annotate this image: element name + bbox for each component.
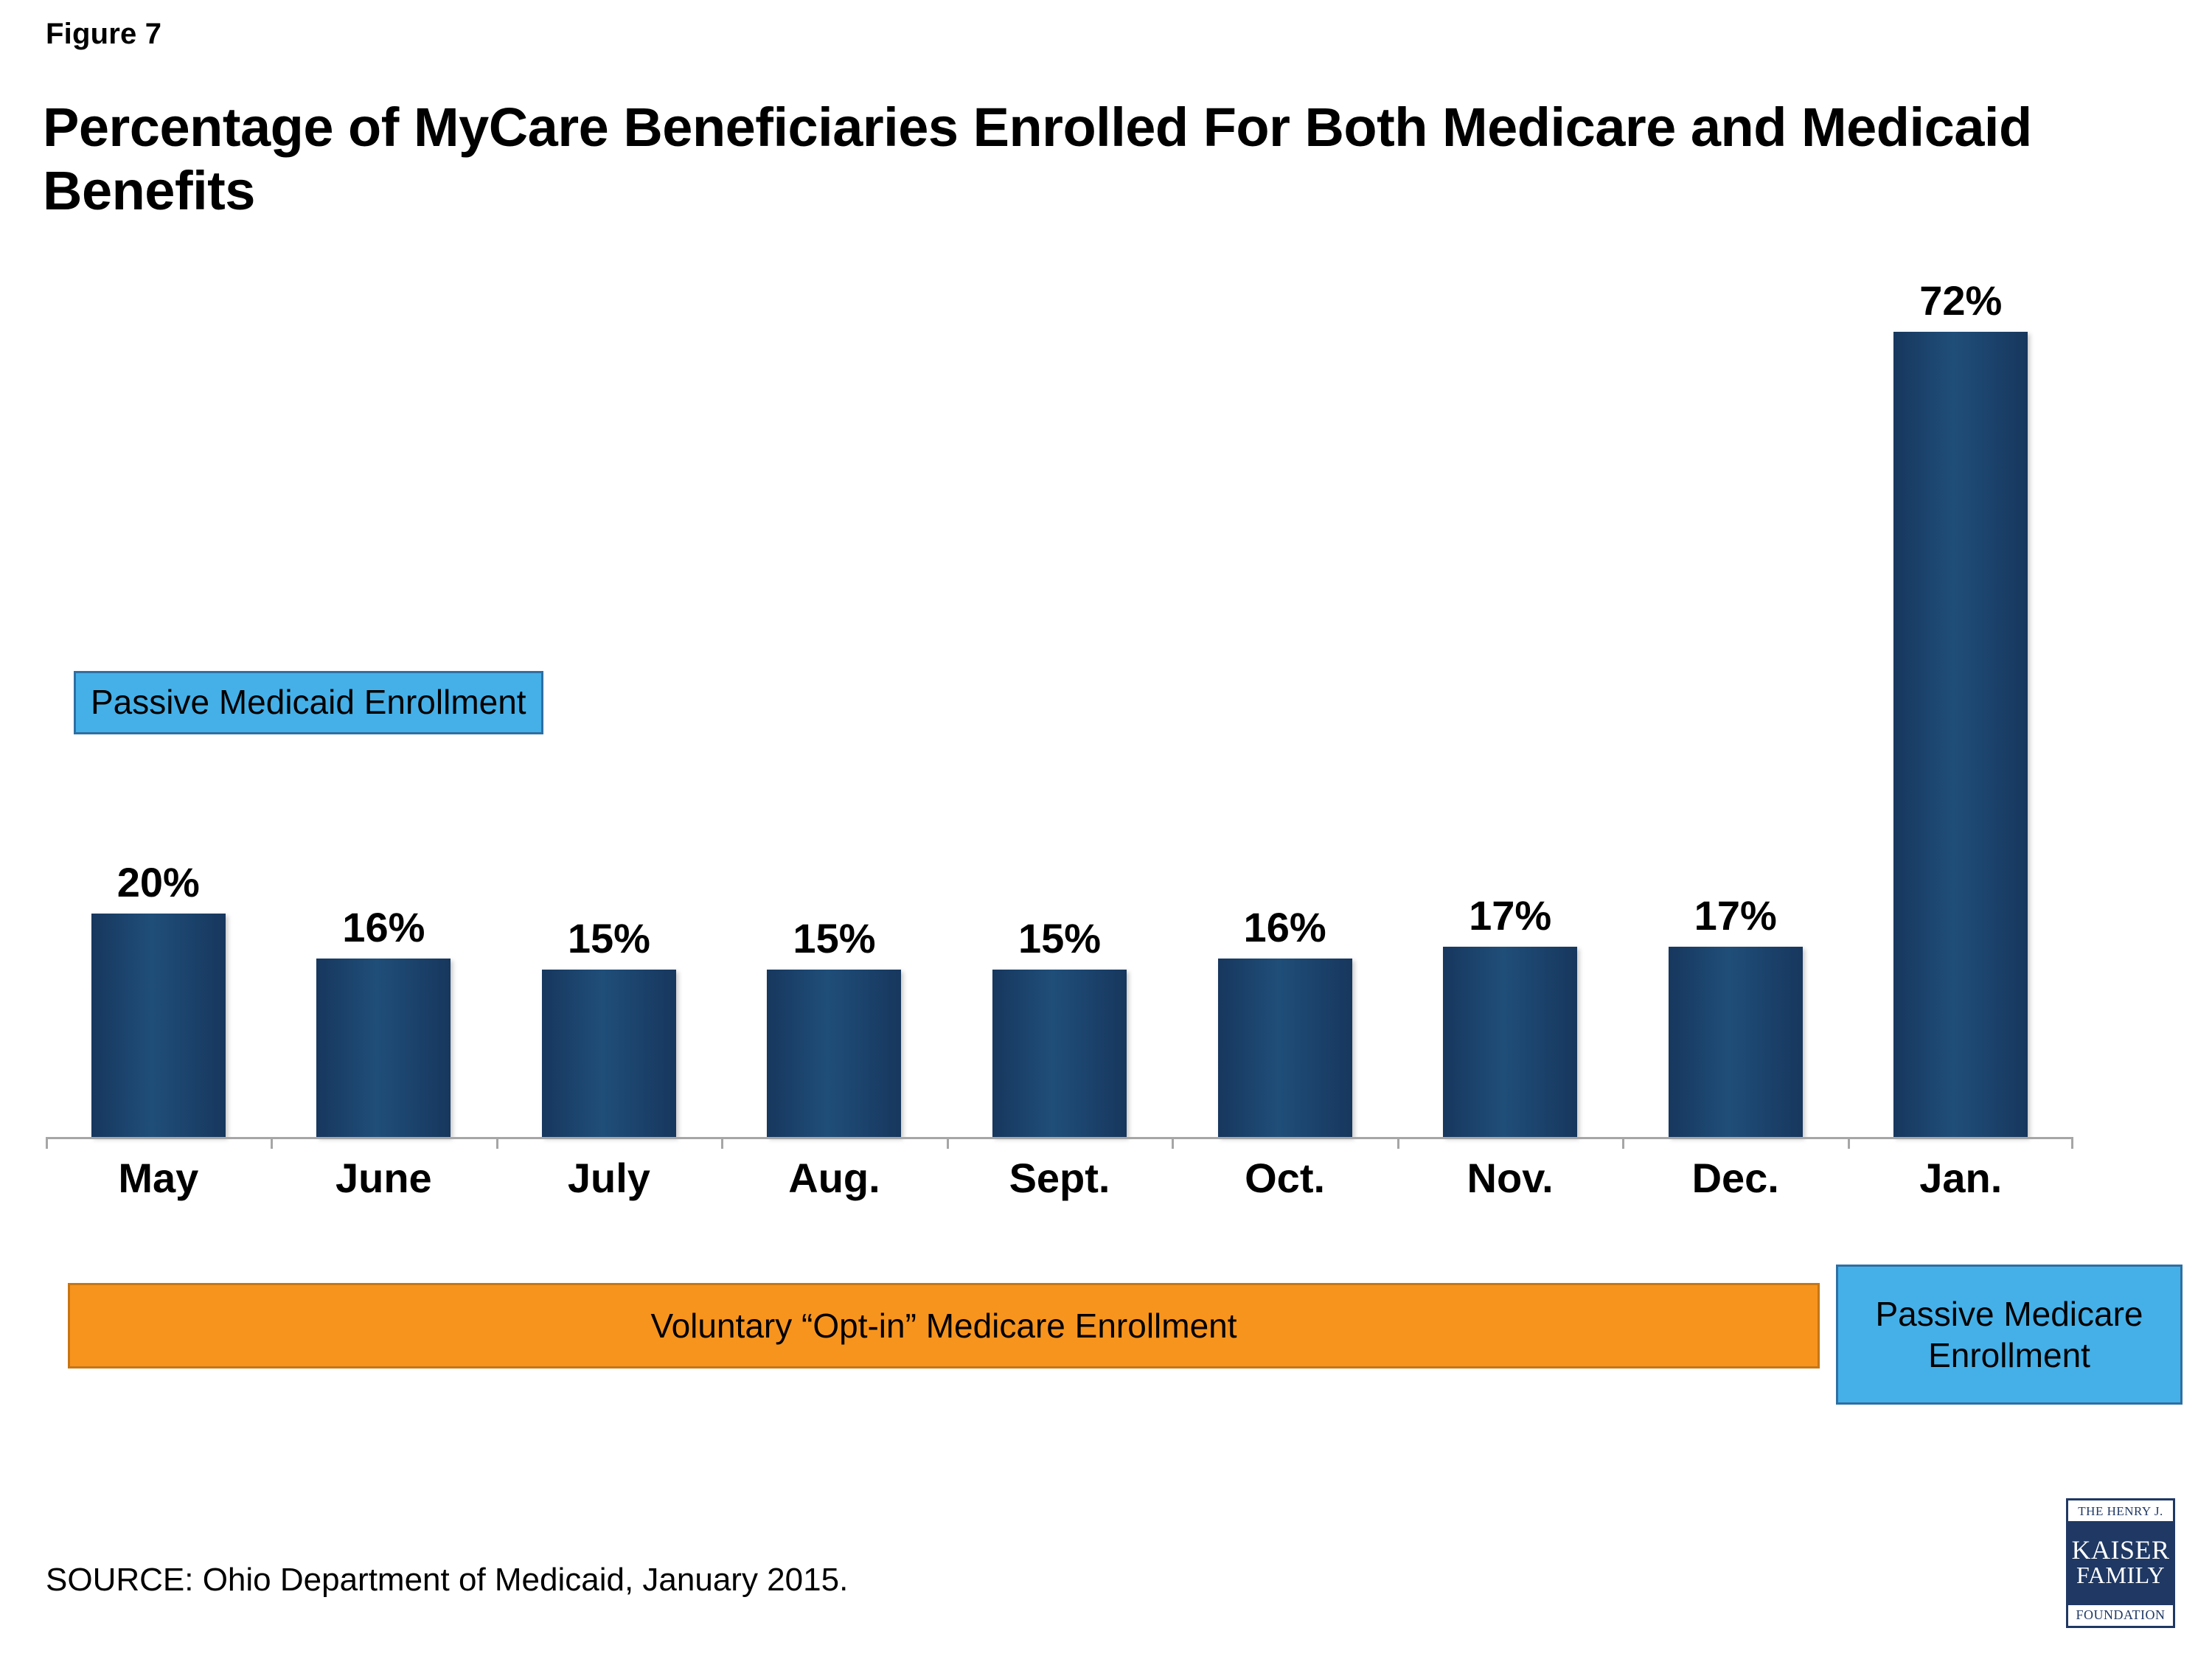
bar[interactable] [992, 970, 1127, 1137]
legend-passive-medicaid: Passive Medicaid Enrollment [74, 671, 543, 734]
x-axis-tick-label: Nov. [1467, 1155, 1554, 1201]
bar-value-label: 16% [342, 904, 425, 950]
x-axis-tick-label: July [567, 1155, 650, 1201]
bar[interactable] [1893, 332, 2028, 1137]
axis-tick [2071, 1139, 2073, 1149]
axis-tick [496, 1139, 498, 1149]
bar[interactable] [316, 959, 451, 1137]
axis-tick [1172, 1139, 1174, 1149]
logo-line-top: THE HENRY J. [2068, 1500, 2173, 1523]
x-axis-labels [46, 1154, 2073, 1202]
axis-tick [947, 1139, 949, 1149]
axis-tick [271, 1139, 273, 1149]
bar-group [1848, 243, 2074, 1137]
bar-value-label: 16% [1243, 904, 1326, 950]
bar[interactable] [542, 970, 676, 1137]
axis-tick [721, 1139, 723, 1149]
x-axis-tick-label: Aug. [788, 1155, 880, 1201]
source-note: SOURCE: Ohio Department of Medicaid, January 2015. [46, 1562, 849, 1598]
bar-value-label: 72% [1919, 277, 2003, 324]
bar[interactable] [1218, 959, 1352, 1137]
axis-tick [1397, 1139, 1399, 1149]
x-axis-tick-label: Dec. [1691, 1155, 1779, 1201]
figure-label: Figure 7 [46, 18, 162, 50]
x-axis-line [46, 1137, 2073, 1139]
kaiser-family-foundation-logo [2066, 1498, 2175, 1628]
axis-tick [1848, 1139, 1850, 1149]
bar-value-label: 17% [1469, 892, 1552, 939]
band-voluntary-optin-medicare: Voluntary “Opt-in” Medicare Enrollment [68, 1283, 1820, 1368]
bar[interactable] [1669, 947, 1803, 1137]
x-axis-tick-label: Jan. [1919, 1155, 2003, 1201]
axis-tick [1622, 1139, 1624, 1149]
bar-value-label: 17% [1694, 892, 1777, 939]
bar-group [1397, 243, 1623, 1137]
bar-value-label: 20% [116, 859, 200, 905]
logo-middle [2068, 1523, 2173, 1604]
chart-title: Percentage of MyCare Beneficiaries Enrolled For Both Medicare and Medicaid Benefits [43, 97, 2032, 221]
x-axis-tick-label: May [118, 1155, 199, 1201]
bar-value-label: 15% [567, 915, 650, 961]
bar-value-label: 15% [793, 915, 876, 961]
logo-line-family: FAMILY [2076, 1562, 2166, 1589]
band-passive-medicare: Passive Medicare Enrollment [1836, 1265, 2183, 1405]
bar-group [722, 243, 947, 1137]
bar[interactable] [1443, 947, 1577, 1137]
bar-group [1172, 243, 1398, 1137]
x-axis-tick-label: June [335, 1155, 432, 1201]
axis-tick [46, 1139, 48, 1149]
bar[interactable] [91, 914, 226, 1137]
bar[interactable] [767, 970, 901, 1137]
bar-value-label: 15% [1018, 915, 1102, 961]
bar-group [947, 243, 1172, 1137]
x-axis-tick-label: Oct. [1245, 1155, 1326, 1201]
logo-line-foundation: FOUNDATION [2068, 1604, 2173, 1626]
x-axis-tick-label: Sept. [1009, 1155, 1110, 1201]
bar-group [1623, 243, 1848, 1137]
logo-line-kaiser: KAISER [2071, 1535, 2170, 1565]
